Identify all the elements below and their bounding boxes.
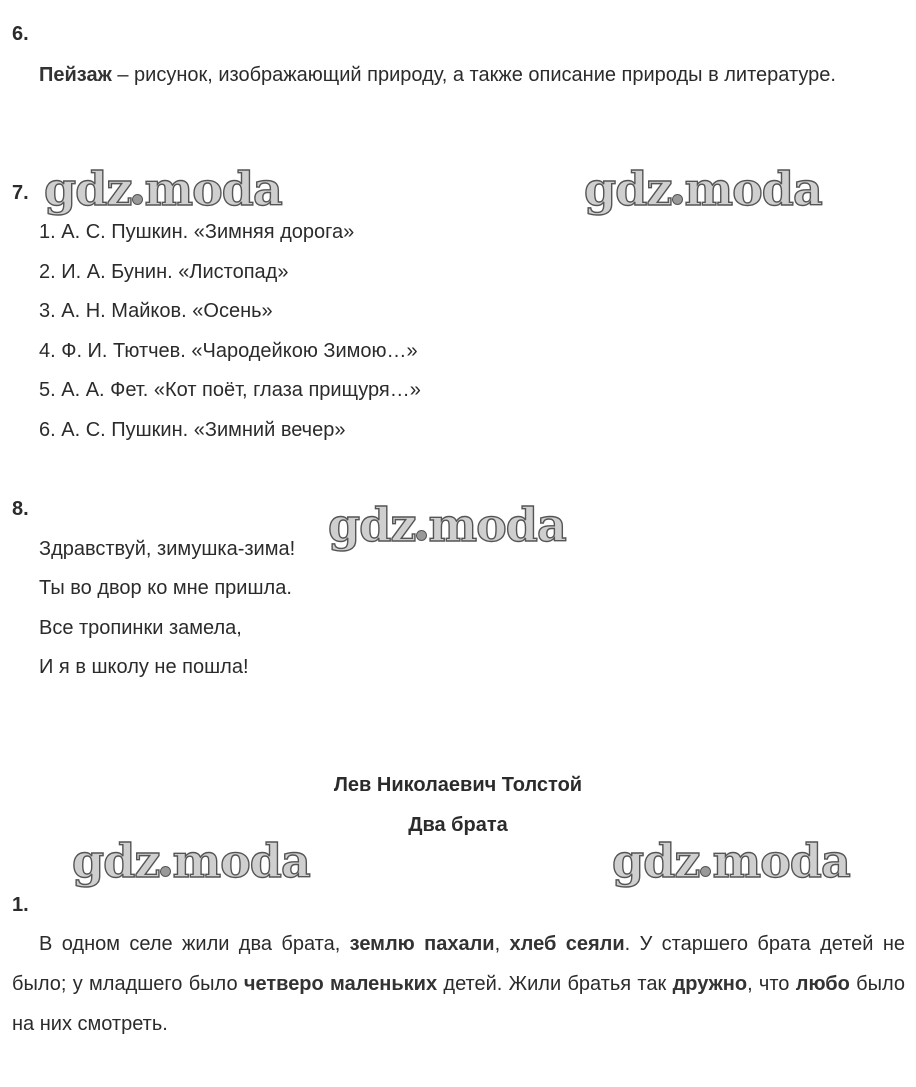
bold-phrase: четверо маленьких bbox=[243, 973, 438, 995]
author-name: Лев Николаевич Толстой bbox=[333, 774, 583, 796]
bold-phrase: землю пахали bbox=[349, 933, 495, 955]
poem-line: Все тропинки замела, bbox=[39, 617, 242, 639]
section-number-7: 7. bbox=[12, 182, 29, 204]
poem-line: И я в школу не пошла! bbox=[39, 656, 249, 678]
list-item: 5. А. А. Фет. «Кот поёт, глаза прищуря…» bbox=[39, 379, 421, 401]
text-run: В одном селе жили два брата, bbox=[39, 933, 350, 955]
poem-line: Здравствуй, зимушка-зима! bbox=[39, 538, 296, 560]
term-landscape: Пейзаж bbox=[39, 64, 112, 86]
story-paragraph bbox=[12, 924, 905, 1044]
watermark-logo: gdz moda bbox=[584, 162, 822, 216]
list-item: 6. А. С. Пушкин. «Зимний вечер» bbox=[39, 419, 346, 441]
list-item: 2. И. А. Бунин. «Листопад» bbox=[39, 261, 289, 283]
watermark-logo: gdz moda bbox=[328, 498, 566, 552]
section-number-1: 1. bbox=[12, 894, 29, 916]
list-item: 4. Ф. И. Тютчев. «Чародейкою Зимою…» bbox=[39, 340, 418, 362]
watermark-logo: gdz moda bbox=[612, 834, 850, 888]
watermark-logo: gdz moda bbox=[44, 162, 282, 216]
text-run: было на них смотреть. bbox=[12, 973, 905, 1035]
bold-phrase: любо bbox=[795, 973, 850, 995]
watermark-logo: gdz moda bbox=[72, 834, 310, 888]
section-6-paragraph bbox=[12, 55, 905, 95]
text-run: . У старшего брата детей не было; у младшего было bbox=[12, 933, 905, 995]
text-run: , что bbox=[747, 973, 796, 995]
section-number-8: 8. bbox=[12, 498, 29, 520]
text-run: детей. Жили братья так bbox=[437, 973, 673, 995]
term-definition: – рисунок, изображающий природу, а также описание природы в литературе. bbox=[111, 64, 836, 86]
text-run: , bbox=[494, 933, 510, 955]
bold-phrase: хлеб сеяли bbox=[509, 933, 625, 955]
list-item: 1. А. С. Пушкин. «Зимняя дорога» bbox=[39, 221, 355, 243]
poem-line: Ты во двор ко мне пришла. bbox=[39, 577, 292, 599]
list-item: 3. А. Н. Майков. «Осень» bbox=[39, 300, 273, 322]
section-number-6: 6. bbox=[12, 23, 29, 45]
bold-phrase: дружно bbox=[672, 973, 748, 995]
story-title: Два брата bbox=[408, 814, 508, 836]
